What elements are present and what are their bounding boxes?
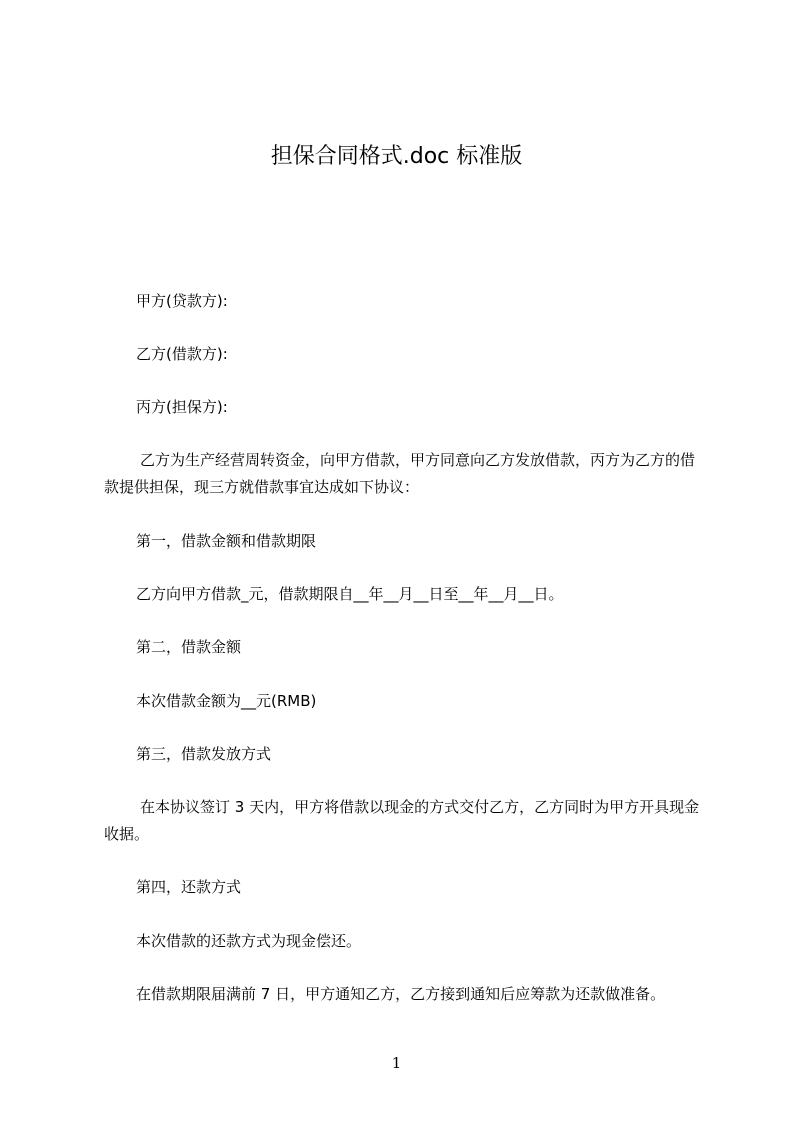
section-1-text: 乙方向甲方借款_元，借款期限自__年__月__日至__年__月__日。	[136, 585, 564, 603]
party-c-line: 丙方(担保方):	[136, 398, 228, 416]
section-1-heading: 第一，借款金额和借款期限	[136, 532, 317, 550]
section-3-heading: 第三，借款发放方式	[136, 745, 272, 763]
section-4-heading: 第四，还款方式	[136, 878, 242, 896]
preamble-paragraph: 乙方为生产经营周转资金，向甲方借款，甲方同意向乙方发放借款，丙方为乙方的借款提供担保，现三方就借款事宜达成如下协议：	[104, 451, 696, 496]
section-2-heading: 第二，借款金额	[136, 638, 242, 656]
section-3-text: 在本协议签订 3 天内，甲方将借款以现金的方式交付乙方，乙方同时为甲方开具现金收据。	[104, 798, 700, 843]
section-4-text-2: 在借款期限届满前 7 日，甲方通知乙方，乙方接到通知后应筹款为还款做准备。	[136, 985, 666, 1003]
section-2-text: 本次借款金额为__元(RMB)	[136, 692, 317, 710]
party-a-line: 甲方(贷款方):	[136, 292, 228, 310]
section-4-text-1: 本次借款的还款方式为现金偿还。	[136, 932, 362, 950]
document-title: 担保合同格式.doc 标准版	[270, 144, 523, 169]
page-number: 1	[391, 1054, 402, 1072]
party-b-line: 乙方(借款方):	[136, 345, 228, 363]
